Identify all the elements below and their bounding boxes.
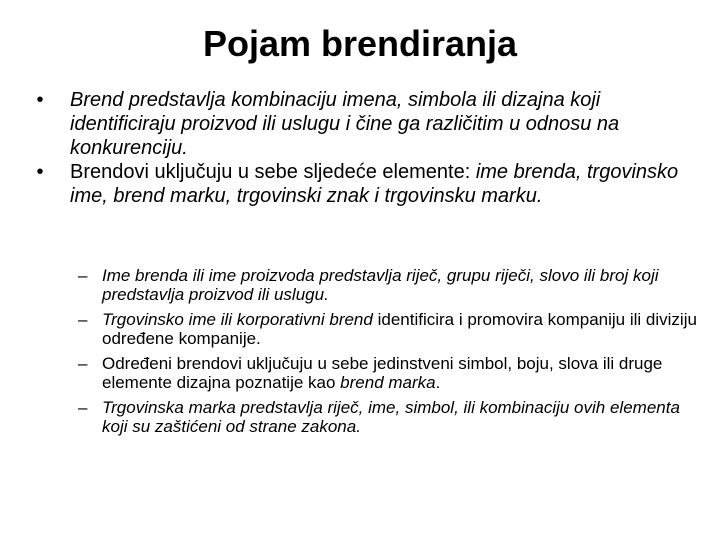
subbullet-text: identificira i promovira kompaniju ili diviziju određene kompanije. [102,310,697,348]
bullet-item-brand-elements [30,160,690,208]
bullet-icon: • [36,161,44,183]
bullet-text-elements: ime brenda, trgovinsko ime, brend marku, trgovinski znak i trgovinsku marku. [70,161,679,207]
slide-title: Pojam brendiranja [202,23,518,64]
dash-icon: – [78,354,88,373]
subbullet-text-italic: Trgovinsko ime ili korporativni brend [102,310,373,329]
bullet-text: Brend predstavlja kombinaciju imena, simbola ili dizajna koji identificiraju proizvod ili uslugu i čine ga različitim u odnosu na konkurenciju. [70,89,620,159]
bullet-item-brand-definition [30,88,690,160]
subbullet-text: Ime brenda ili ime proizvoda predstavlja riječ, grupu riječi, slovo ili broj koji predstavlja proizvod ili uslugu. [102,266,659,304]
bullet-text-intro: Brendovi uključuju u sebe sljedeće elemente: [70,161,476,183]
bullet-list [30,88,690,208]
dash-icon: – [78,310,88,329]
dash-icon: – [78,266,88,285]
subbullet-item-brand-name [78,266,698,304]
subbullet-list [78,266,698,442]
subbullet-item-brand-mark [78,354,698,392]
subbullet-text: Određeni brendovi uključuju u sebe jedinstveni simbol, boju, slova ili druge elemente dizajna poznatije kao [102,354,663,392]
dash-icon: – [78,398,88,417]
bullet-icon: • [36,89,44,111]
subbullet-item-trademark [78,398,698,436]
subbullet-text-italic: brend marka [340,373,436,392]
subbullet-text-end: . [435,373,441,392]
subbullet-item-trade-name [78,310,698,348]
subbullet-text: Trgovinska marka predstavlja riječ, ime, simbol, ili kombinaciju ovih elementa koji su zaštićeni od strane zakona. [102,398,680,436]
